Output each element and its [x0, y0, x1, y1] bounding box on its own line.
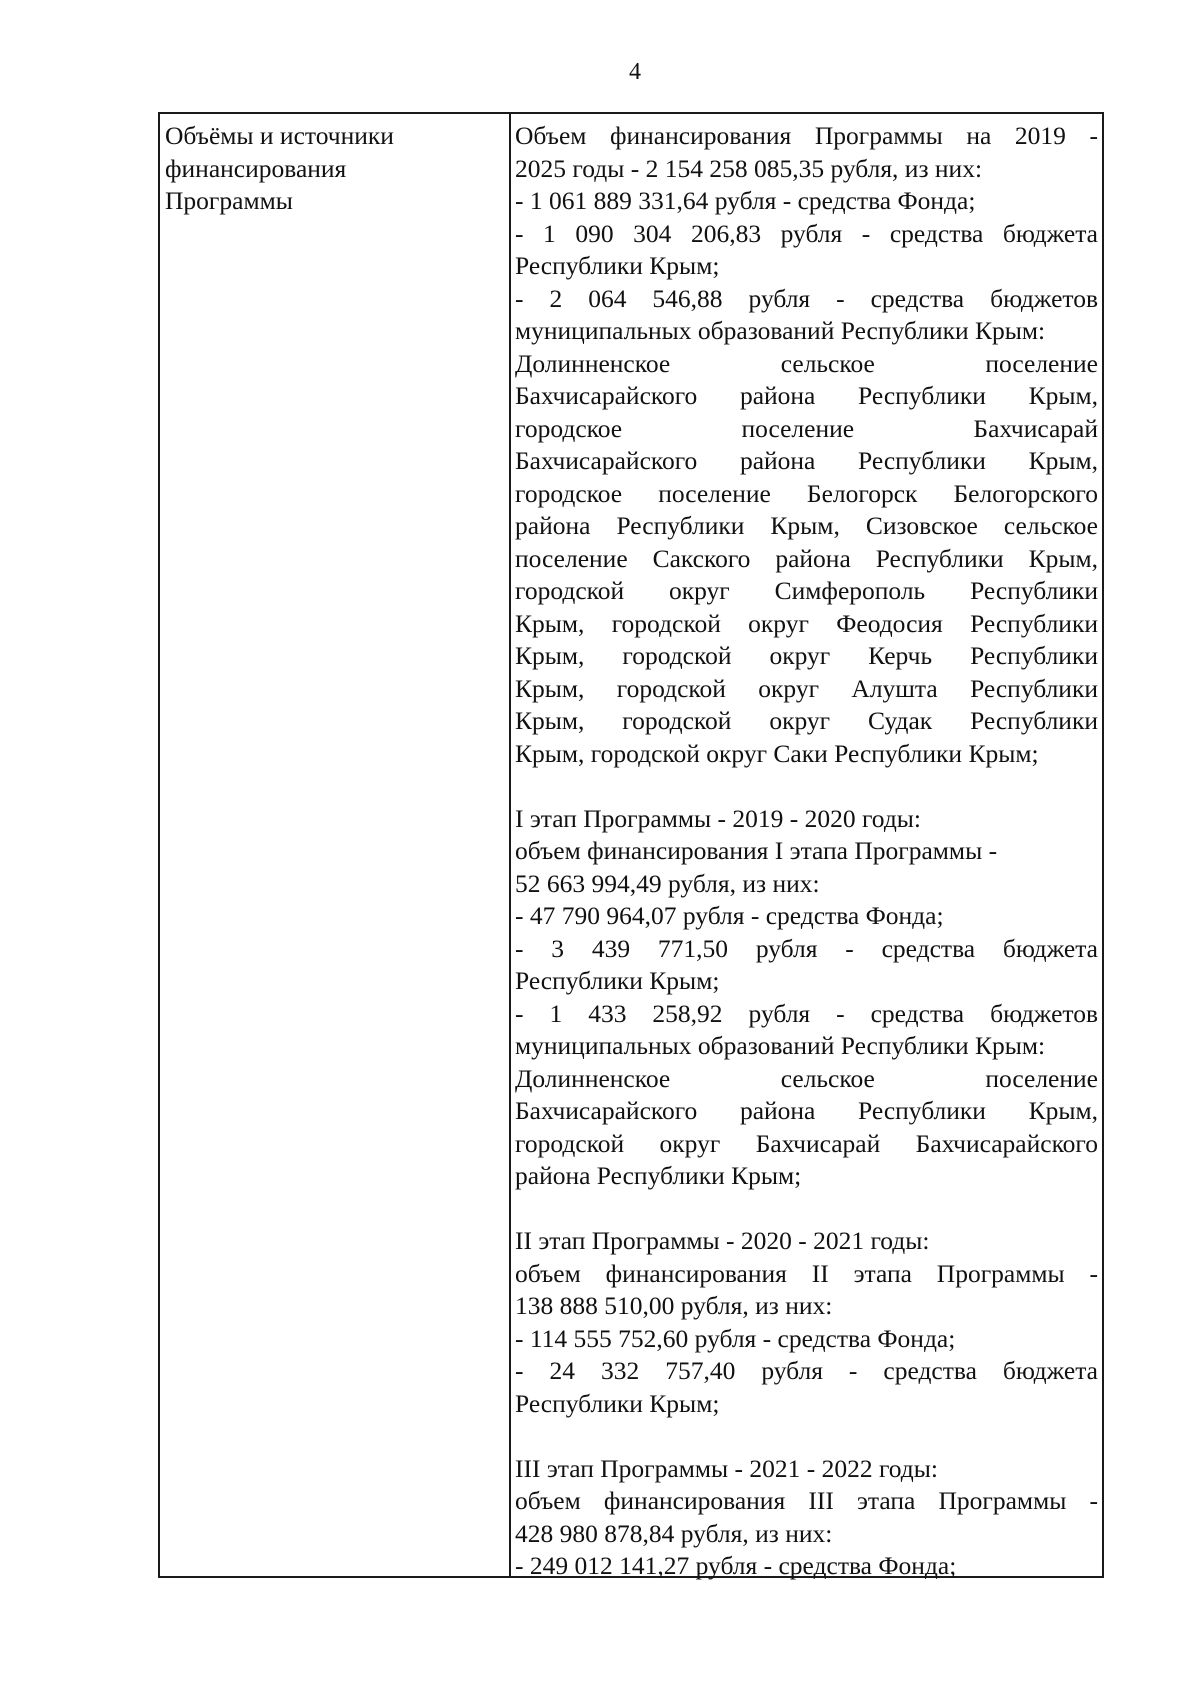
paragraph-spacer: [515, 770, 1098, 803]
paragraph-spacer: [515, 1420, 1098, 1453]
content-line: Крым, городской округ Саки Республики Крым;: [515, 738, 1039, 768]
paragraph-spacer: [515, 1193, 1098, 1226]
content-line: городское поселение Бахчисарай: [515, 413, 1098, 443]
financing-block: [515, 1453, 1098, 1583]
table-cell-label: [160, 114, 509, 218]
content-line: - 1 433 258,92 рубля - средства бюджетов: [515, 998, 1098, 1028]
content-line: I этап Программы - 2019 - 2020 годы:: [515, 803, 922, 833]
content-line: муниципальных образований Республики Крым:: [515, 1031, 1046, 1060]
content-line: городской округ Бахчисарай Бахчисарайского: [515, 1128, 1098, 1158]
label-line: Объёмы и источники: [165, 121, 394, 150]
content-line: - 1 061 889 331,64 рубля - средства Фонда;: [515, 186, 976, 215]
content-line: - 24 332 757,40 рубля - средства бюджета: [515, 1356, 1098, 1385]
content-line: Крым, городской округ Алушта Республики: [515, 673, 1098, 703]
financing-block: [515, 803, 1098, 1193]
content-line: объем финансирования II этапа Программы -: [515, 1258, 1098, 1288]
financing-table: [158, 112, 1104, 1578]
content-line: 2025 годы - 2 154 258 085,35 рубля, из них:: [515, 153, 983, 183]
content-line: Крым, городской округ Судак Республики: [515, 706, 1098, 735]
content-line: района Республики Крым;: [515, 1161, 802, 1190]
label-line: Программы: [165, 186, 293, 215]
content-line: Бахчисарайского района Республики Крым,: [515, 381, 1098, 410]
content-line: района Республики Крым, Сизовское сельское: [515, 511, 1098, 540]
financing-block: [515, 120, 1098, 770]
content-line: муниципальных образований Республики Крым:: [515, 316, 1046, 345]
page-number: 4: [629, 59, 641, 85]
table-cell-content: [511, 114, 1102, 1583]
content-line: - 1 090 304 206,83 рубля - средства бюджета: [515, 218, 1098, 248]
content-line: городское поселение Белогорск Белогорского: [515, 478, 1098, 508]
label-line: финансирования: [165, 153, 347, 183]
content-line: 428 980 878,84 рубля, из них:: [515, 1518, 833, 1548]
content-line: объем финансирования I этапа Программы -: [515, 836, 998, 865]
content-line: Бахчисарайского района Республики Крым,: [515, 446, 1098, 475]
content-line: Республики Крым;: [515, 1388, 720, 1418]
content-line: Республики Крым;: [515, 251, 720, 280]
content-line: II этап Программы - 2020 - 2021 годы:: [515, 1226, 930, 1255]
content-line: - 249 012 141,27 рубля - средства Фонда;: [515, 1551, 957, 1580]
content-line: Долинненское сельское поселение: [515, 1063, 1098, 1093]
content-line: 52 663 994,49 рубля, из них:: [515, 868, 820, 898]
content-line: - 2 064 546,88 рубля - средства бюджетов: [515, 283, 1098, 313]
content-line: Объем финансирования Программы на 2019 -: [515, 121, 1098, 150]
financing-block: [515, 1225, 1098, 1420]
content-line: Крым, городской округ Феодосия Республики: [515, 608, 1098, 638]
content-line: - 3 439 771,50 рубля - средства бюджета: [515, 933, 1098, 963]
content-line: Республики Крым;: [515, 966, 720, 995]
content-line: III этап Программы - 2021 - 2022 годы:: [515, 1453, 938, 1483]
content-line: - 47 790 964,07 рубля - средства Фонда;: [515, 901, 944, 930]
content-line: Крым, городской округ Керчь Республики: [515, 641, 1098, 670]
content-line: объем финансирования III этапа Программы -: [515, 1486, 1098, 1515]
content-line: Бахчисарайского района Республики Крым,: [515, 1096, 1098, 1125]
content-line: городской округ Симферополь Республики: [515, 576, 1098, 605]
content-line: поселение Сакского района Республики Крым,: [515, 543, 1098, 573]
content-line: 138 888 510,00 рубля, из них:: [515, 1291, 833, 1320]
content-line: - 114 555 752,60 рубля - средства Фонда;: [515, 1323, 956, 1353]
content-line: Долинненское сельское поселение: [515, 348, 1098, 378]
